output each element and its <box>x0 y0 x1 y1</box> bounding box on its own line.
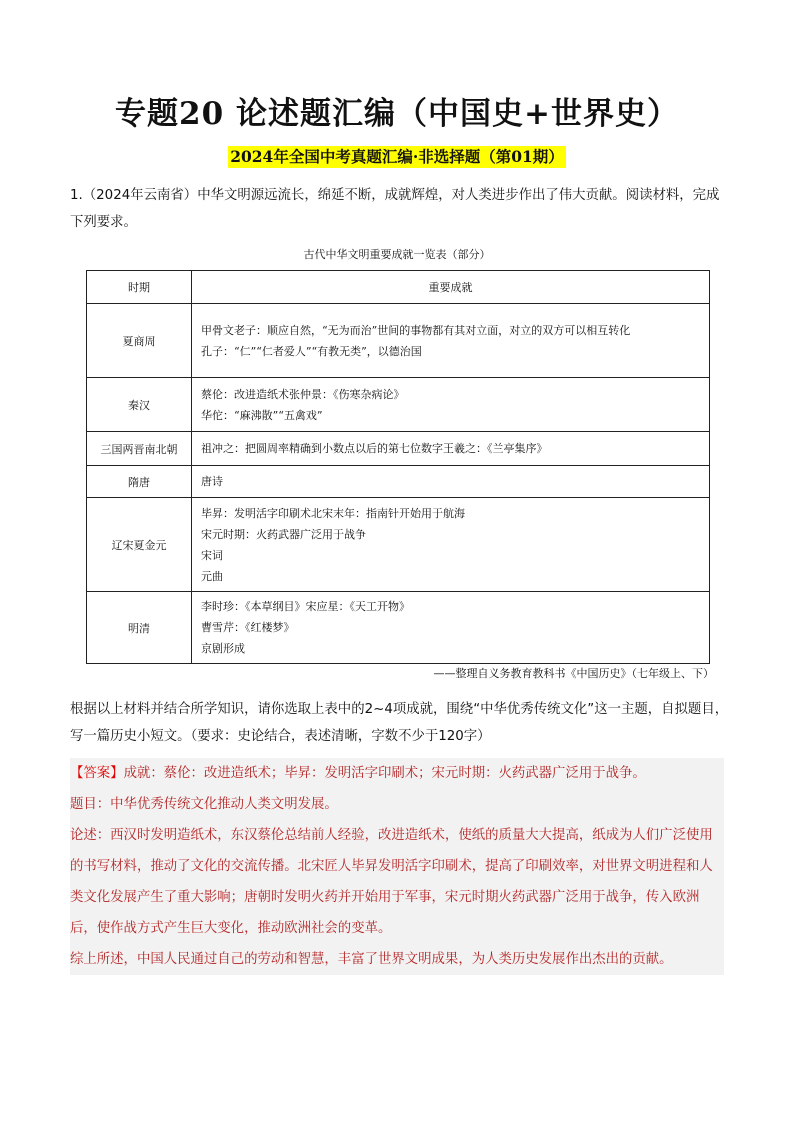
achievement-cell <box>192 466 710 498</box>
achievement-line: 唐诗 <box>201 475 223 488</box>
achievement-cell <box>192 592 710 664</box>
table-row <box>87 304 710 378</box>
achievements-table <box>86 270 710 664</box>
achievement-line: 宋元时期：火药武器广泛用于战争 <box>201 527 366 541</box>
period-cell: 秦汉 <box>87 378 192 432</box>
table-row <box>87 498 710 592</box>
table-row <box>87 466 710 498</box>
header-period: 时期 <box>87 271 192 304</box>
answer-conclusion: 综上所述，中国人民通过自己的劳动和智慧，丰富了世界文明成果，为人类历史发展作出杰出的贡献。 <box>70 952 673 967</box>
achievement-cell <box>192 498 710 592</box>
achievement-line: 毕昇：发明活字印刷术北宋末年：指南针开始用于航海 <box>201 506 465 520</box>
achievement-line: 元曲 <box>201 569 223 583</box>
answer-tag: 【答案】 <box>70 766 124 781</box>
question-prompt: 根据以上材料并结合所学知识，请你选取上表中的2~4项成就，围绕“中华优秀传统文化”这一主题，自拟题目，写一篇历史小短文。（要求：史论结合，表述清晰，字数不少于120字） <box>70 702 729 744</box>
table-row <box>87 592 710 664</box>
answer-title: 题目：中华优秀传统文化推动人类文明发展。 <box>70 797 338 812</box>
period-cell: 夏商周 <box>87 304 192 378</box>
table-source: ——整理自义务教育教科书《中国历史》（七年级上、下） <box>433 667 714 680</box>
table-row <box>87 378 710 432</box>
table-row <box>87 432 710 466</box>
achievement-cell <box>192 378 710 432</box>
period-cell: 明清 <box>87 592 192 664</box>
answer-block <box>70 758 724 975</box>
subtitle-container <box>0 146 794 168</box>
achievement-line: 祖冲之：把圆周率精确到小数点以后的第七位数字王羲之：《兰亭集序》 <box>201 442 548 455</box>
achievement-line: 京剧形成 <box>201 642 245 655</box>
achievement-line: 孔子：“仁”“仁者爱人”“有教无类”，以德治国 <box>201 344 422 358</box>
achievement-line: 华佗：“麻沸散”“五禽戏” <box>201 408 323 422</box>
achievement-line: 蔡伦：改进造纸术张仲景：《伤寒杂病论》 <box>201 387 405 401</box>
table-header-row <box>87 271 710 304</box>
question-text: 1.（2024年云南省）中华文明源远流长，绵延不断，成就辉煌，对人类进步作出了伟大贡献。阅读材料，完成下列要求。 <box>70 188 720 230</box>
page-title: 专题20 论述题汇编（中国史+世界史） <box>115 96 679 132</box>
achievement-line: 李时珍：《本草纲目》宋应星：《天工开物》 <box>201 600 410 613</box>
answer-achievements: 成就：蔡伦：改进造纸术；毕昇：发明活字印刷术；宋元时期：火药武器广泛用于战争。 <box>123 766 646 781</box>
period-cell: 隋唐 <box>87 466 192 498</box>
answer-discussion: 论述：西汉时发明造纸术，东汉蔡伦总结前人经验，改进造纸术，使纸的质量大大提高，纸成为人们广泛使用的书写材料，推动了文化的交流传播。北宋匠人毕昇发明活字印刷术，提高了印刷效率，对世界文明进程和人类文化发展产生了重大影响；唐朝时发明火药并开始用于军事，宋元时期火药武器广泛用于战争，传入欧洲后，使作战方式产生巨大变化，推动欧洲社会的变革。 <box>70 828 713 936</box>
achievement-line: 宋词 <box>201 548 223 562</box>
subtitle: 2024年全国中考真题汇编·非选择题（第01期） <box>230 147 564 166</box>
achievement-line: 曹雪芹：《红楼梦》 <box>201 621 295 634</box>
table-caption: 古代中华文明重要成就一览表（部分） <box>303 248 491 261</box>
header-achievement: 重要成就 <box>192 271 710 304</box>
achievement-cell <box>192 304 710 378</box>
period-cell: 三国两晋南北朝 <box>87 432 192 466</box>
achievement-line: 甲骨文老子：顺应自然，“无为而治”世间的事物都有其对立面，对立的双方可以相互转化 <box>201 323 631 337</box>
achievement-cell <box>192 432 710 466</box>
answer-line <box>70 758 724 789</box>
period-cell: 辽宋夏金元 <box>87 498 192 592</box>
